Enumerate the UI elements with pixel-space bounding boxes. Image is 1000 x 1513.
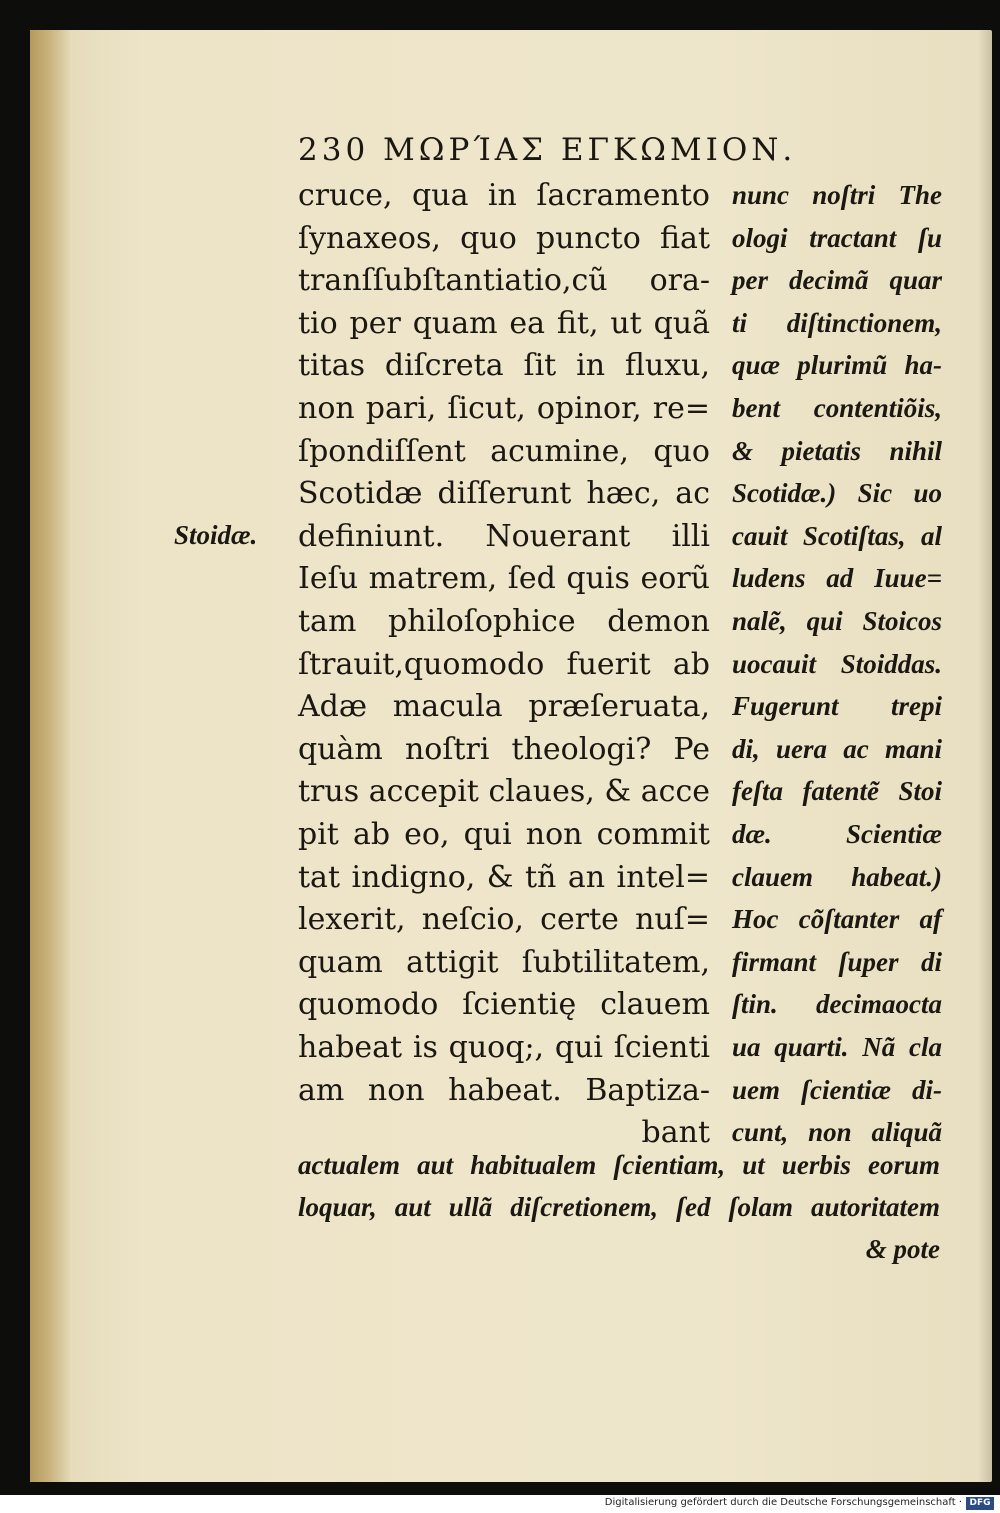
main-text-line: tranſſubſtantiatio,cũ ora-: [298, 263, 710, 299]
main-text-line: am non habeat. Baptiza-: [298, 1072, 710, 1108]
commentary-line: ti diſtinctionem,: [732, 307, 942, 338]
commentary-wide-line: actualem aut habitualem ſcientiam, ut uerbis eorum: [298, 1150, 940, 1180]
commentary-wide-line: loquar, aut ullã diſcretionem, ſed ſolam autoritatem: [298, 1192, 940, 1222]
margin-note: Stoidæ.: [174, 520, 258, 550]
main-text-line: ſynaxeos, quo puncto fiat: [298, 220, 710, 256]
commentary-line: di, uera ac mani: [732, 733, 942, 764]
main-text-line: titas diſcreta ſit in fluxu,: [298, 348, 710, 384]
main-text-line: trus accepit claues, & acce: [298, 774, 710, 810]
commentary-line: nunc noſtri The: [732, 180, 942, 210]
main-text-line: habeat is quoq;, qui ſcienti: [298, 1030, 710, 1065]
main-text-line: cruce, qua in ſacramento: [298, 178, 710, 213]
commentary-line: nalẽ, qui Stoicos: [732, 606, 942, 636]
commentary-line: uem ſcientiæ di-: [732, 1074, 942, 1105]
main-text-line: non pari, ſicut, opinor, re=: [298, 391, 710, 426]
page-edge-shadow: [978, 30, 992, 1482]
main-text-line: bant: [641, 1115, 710, 1151]
page-gutter: [30, 30, 70, 1482]
commentary-line: dæ. Scientiæ: [732, 819, 942, 849]
main-text-line: definiunt. Nouerant illi: [298, 518, 710, 554]
main-text-line: lexerit, neſcio, certe nuſ=: [298, 902, 710, 938]
commentary-line: bent contentiõis,: [732, 393, 942, 423]
main-text-line: tat indigno, & tñ an intel=: [298, 859, 710, 895]
book-page: [30, 30, 992, 1482]
commentary-line: quæ plurimũ ha-: [732, 350, 942, 381]
main-text-line: ſtrauit,quomodo fuerit ab: [298, 646, 710, 682]
main-text-line: quàm noſtri theologi? Pe: [298, 731, 710, 767]
footer-bar: [0, 1495, 1000, 1513]
commentary-line: & pietatis nihil: [732, 435, 942, 466]
commentary-line: ludens ad Iuue=: [732, 563, 942, 594]
commentary-line: firmant ſuper di: [732, 946, 942, 977]
main-text-line: quomodo ſcientię clauem: [298, 987, 710, 1023]
commentary-line: ua quarti. Nã cla: [732, 1032, 942, 1062]
commentary-line: uocauit Stoiddas.: [732, 648, 942, 679]
dfg-logo: DFG: [966, 1497, 994, 1510]
main-text-line: ſpondiſſent acumine, quo: [298, 433, 710, 469]
main-text-line: quam attigit ſubtilitatem,: [298, 944, 710, 980]
commentary-line: cunt, non aliquã: [732, 1117, 942, 1148]
main-text-line: pit ab eo, qui non commit: [298, 817, 710, 852]
commentary-line: cauit Scotiſtas, al: [732, 520, 942, 551]
commentary-line: clauem habeat.): [732, 861, 942, 892]
commentary-line: feſta fatentẽ Stoi: [732, 776, 942, 807]
commentary-line: per decimã quar: [732, 265, 942, 296]
running-head: 230 ΜΩΡΊΑΣ ΕΓΚΩΜΙΟΝ.: [298, 132, 797, 168]
funding-credit: Digitalisierung gefördert durch die Deutsche Forschungsgemeinschaft ·: [604, 1497, 962, 1508]
main-text-line: tam philoſophice demon: [298, 604, 710, 639]
commentary-line: ologi tractant ſu: [732, 222, 942, 253]
commentary-wide-line: & pote: [865, 1234, 940, 1264]
commentary-line: ſtin. decimaocta: [732, 989, 942, 1020]
commentary-line: Fugerunt trepi: [732, 691, 942, 722]
main-text-line: Adæ macula præſeruata,: [298, 689, 710, 725]
main-text-line: Ieſu matrem, ſed quis eorũ: [298, 561, 710, 597]
main-text-line: Scotidæ diſſerunt hæc, ac: [298, 476, 710, 512]
commentary-line: Hoc cõſtanter af: [732, 904, 942, 935]
main-text-line: tio per quam ea fit, ut quã: [298, 305, 710, 341]
commentary-line: Scotidæ.) Sic uo: [732, 478, 942, 509]
